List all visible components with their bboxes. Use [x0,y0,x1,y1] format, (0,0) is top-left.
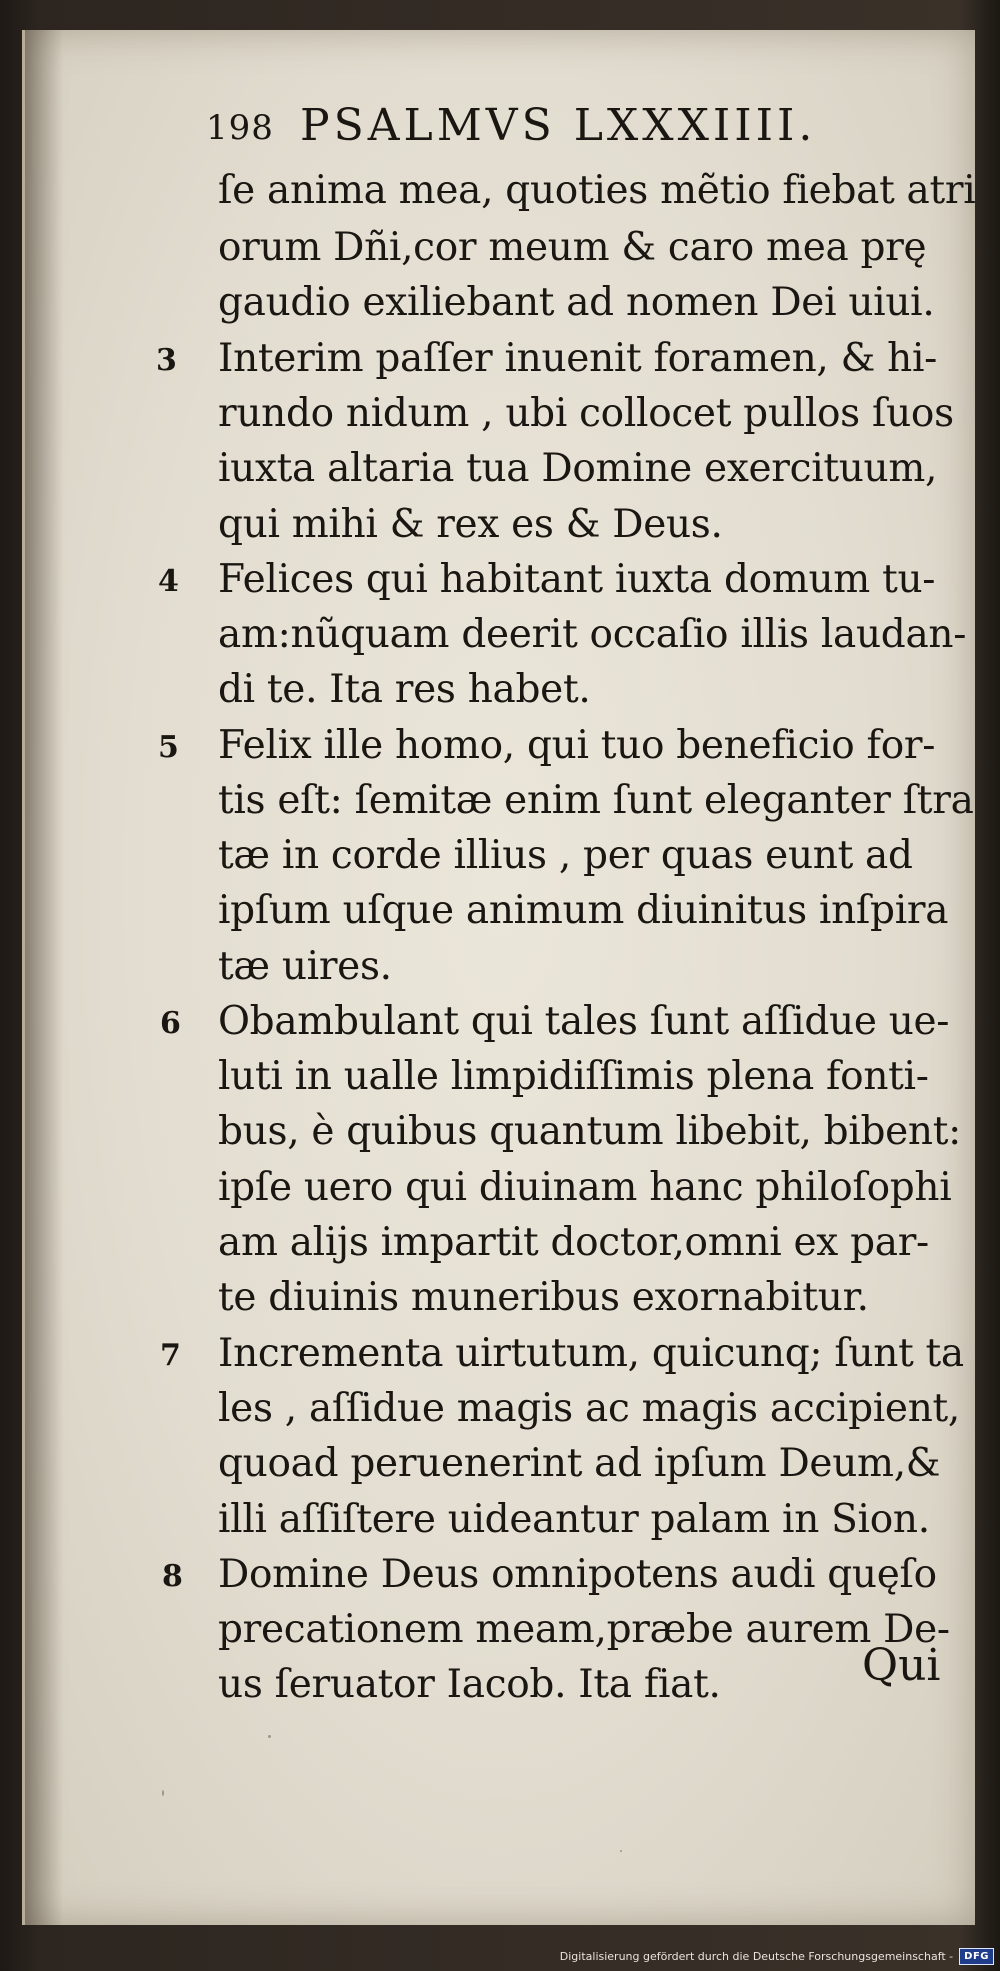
text-line: Obambulant qui tales ſunt aſſidue ue- [218,999,950,1044]
paper-speck [162,1790,164,1796]
text-line: am alijs impartit doctor,omni ex par- [218,1220,929,1265]
verse-number: 5 [158,730,179,765]
running-head: PSALMVS LXXXIIII. [300,100,817,151]
text-line: illi aſſiſtere uideantur palam in Sion. [218,1497,930,1542]
text-line: bus, è quibus quantum libebit, bibent: [218,1109,961,1154]
paper-speck [620,1850,622,1852]
verse-number: 7 [160,1338,181,1373]
text-line: rundo nidum , ubi collocet pullos ſuos [218,391,954,436]
page-number: 198 [206,108,274,148]
text-line: di te. Ita res habet. [218,667,591,712]
text-line: ipſe uero qui diuinam hanc philoſophi [218,1165,952,1210]
text-line: qui mihi & rex es & Deus. [218,502,723,547]
text-line: Domine Deus omnipotens audi quęſo [218,1552,937,1597]
text-line: ipſum uſque animum diuinitus inſpira [218,888,949,933]
text-line: luti in ualle limpidiſſimis plena fonti- [218,1054,929,1099]
credit-text: Digitalisierung gefördert durch die Deutsche Forschungsgemeinschaft - [559,1950,954,1963]
spine-shadow [25,30,63,1925]
verse-number: 8 [162,1559,183,1594]
text-line: Incrementa uirtutum, quicunq; ſunt ta [218,1331,964,1376]
text-line: precationem meam,præbe aurem De- [218,1607,950,1652]
text-line: quoad peruenerint ad ipſum Deum,& [218,1441,941,1486]
text-line: Felices qui habitant iuxta domum tu- [218,557,936,602]
text-line: iuxta altaria tua Domine exercituum, [218,446,938,491]
text-line: Felix ille homo, qui tuo beneficio for- [218,723,936,768]
dfg-logo: DFG [959,1948,994,1965]
text-line: te diuinis muneribus exornabitur. [218,1275,869,1320]
text-line: orum Dñi,cor meum & caro mea prę [218,225,927,270]
paper-speck [268,1735,271,1738]
text-line: tæ uires. [218,944,392,989]
verse-number: 6 [160,1006,181,1041]
text-line: tis eſt: ſemitæ enim ſunt eleganter ſtra [218,778,974,823]
text-line: gaudio exiliebant ad nomen Dei uiui. [218,280,935,325]
catchword: Qui [862,1640,941,1691]
digitization-credit [560,1948,994,1965]
verse-number: 3 [156,343,177,378]
text-line: les , aſſidue magis ac magis accipient, [218,1386,960,1431]
text-line: ſe anima mea, quoties mẽtio fiebat atri [218,168,976,213]
text-line: am:nũquam deerit occaſio illis laudan- [218,612,967,657]
text-line: tæ in corde illius , per quas eunt ad [218,833,913,878]
text-line: Interim paſſer inuenit foramen, & hi- [218,336,937,381]
verse-number: 4 [158,564,179,599]
text-line: us ſeruator Iacob. Ita fiat. [218,1662,721,1707]
